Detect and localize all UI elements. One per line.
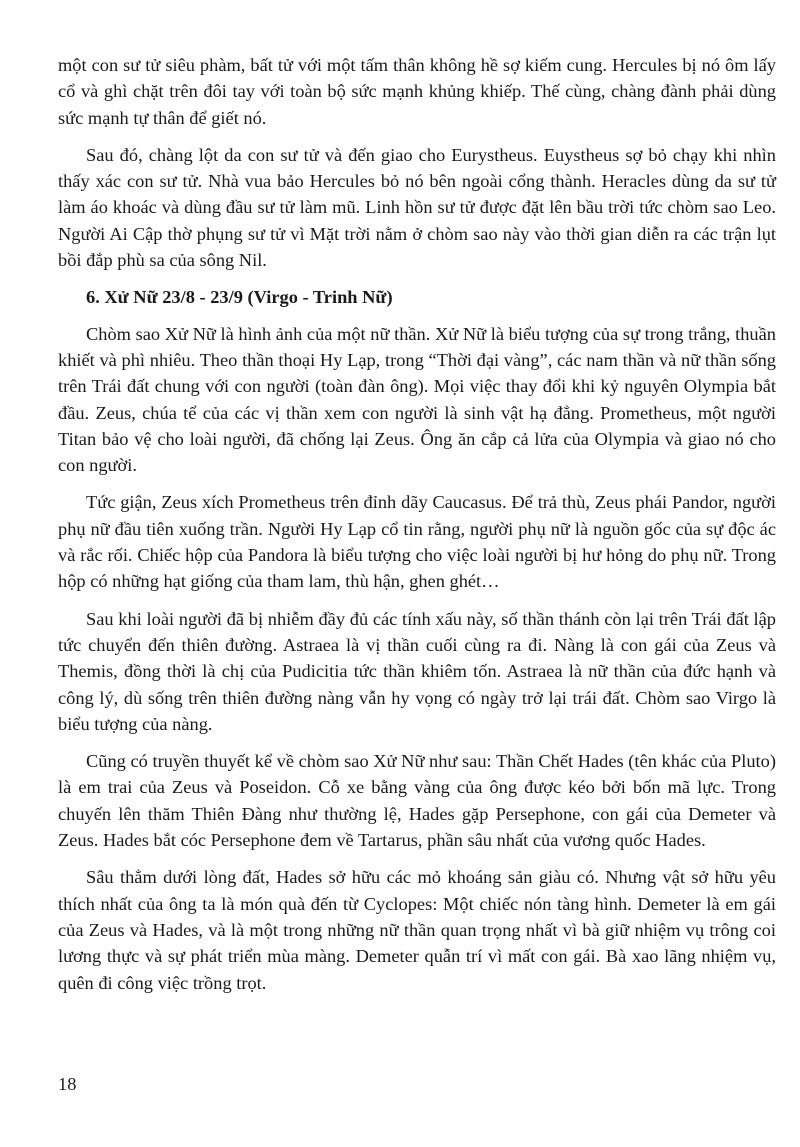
paragraph-astraea: Sau khi loài người đã bị nhiễm đầy đủ các tính xấu này, số thần thánh còn lại trên Trái đất lập tức chuyển đến thiên đường. Astraea là vị thần cuối cùng ra đi. Nàng là con gái của Zeus và Themis, đồng thời là chị của Pudicitia tức thần khiêm tốn. Astraea là nữ thần của đức hạnh và công lý, dù sống trên thiên đường nàng vẫn hy vọng có ngày trở lại trái đất. Chòm sao Virgo là biểu tượng của nàng. — [58, 608, 776, 734]
paragraph-prometheus: Tức giận, Zeus xích Prometheus trên đỉnh dãy Caucasus. Để trả thù, Zeus phái Pandor, người phụ nữ đầu tiên xuống trần. Người Hy Lạp cổ tin rằng, người phụ nữ là nguồn gốc của sự độc ác và rắc rối. Chiếc hộp của Pandora là biểu tượng cho việc loài người bị hư hỏng do phụ nữ. Trong hộp có những hạt giống của tham lam, thù hận, ghen ghét… — [58, 492, 776, 592]
paragraph-lion-skin: Sau đó, chàng lột da con sư tử và đến giao cho Eurystheus. Euystheus sợ bỏ chạy khi nhìn thấy xác con sư tử. Nhà vua bảo Hercules bỏ nó bên ngoài cổng thành. Heracles dùng da sư tử làm áo khoác và dùng đầu sư tử làm mũ. Linh hồn sư tử được đặt lên bầu trời tức chòm sao Leo. Người Ai Cập thờ phụng sư tử vì Mặt trời nằm ở chòm sao này vào thời gian diễn ra các trận lụt bồi đắp phù sa của sông Nil. — [58, 144, 776, 271]
paragraph-virgo-intro: Chòm sao Xử Nữ là hình ảnh của một nữ thần. Xử Nữ là biểu tượng của sự trong trắng, thuần khiết và phì nhiêu. Theo thần thoại Hy Lạp, trong “Thời đại vàng”, các nam thần và nữ thần sống trên Trái đất chung với con người (toàn đàn ông). Mọi việc thay đổi khi kỷ nguyên Olympia bắt đầu. Zeus, chúa tể của các vị thần xem con người là sinh vật hạ đẳng. Prometheus, một người Titan bảo vệ cho loài người, đã chống lại Zeus. Ông ăn cắp cả lửa của Olympia và giao nó cho con người. — [58, 323, 776, 476]
paragraph-hades: Cũng có truyền thuyết kể về chòm sao Xử Nữ như sau: Thần Chết Hades (tên khác của Pluto) là em trai của Zeus và Poseidon. Cỗ xe bằng vàng của ông được kéo bởi bốn mã lực. Trong chuyến lên thăm Thiên Đàng như thường lệ, Hades gặp Persephone, con gái của Demeter và Zeus. Hades bắt cóc Persephone đem về Tartarus, phần sâu nhất của vương quốc Hades. — [58, 751, 776, 851]
section-heading-virgo: 6. Xử Nữ 23/8 - 23/9 (Virgo - Trinh Nữ) — [86, 287, 393, 308]
document-page — [58, 52, 776, 1007]
page-number: 18 — [58, 1074, 77, 1094]
paragraph-lion-continued: một con sư tử siêu phàm, bất tử với một tấm thân không hề sợ kiếm cung. Hercules bị nó ôm lấy cổ và ghì chặt trên đôi tay với toàn bộ sức mạnh khủng khiếp. Thế cùng, chàng đành phải dùng sức mạnh tự thân để giết nó. — [58, 55, 776, 128]
paragraph-demeter: Sâu thẳm dưới lòng đất, Hades sở hữu các mỏ khoáng sản giàu có. Nhưng vật sở hữu yêu thích nhất của ông ta là món quà đến từ Cyclopes: Một chiếc nón tàng hình. Demeter là em gái của Zeus và Hades, và là một trong những nữ thần quan trọng nhất vì bà giữ nhiệm vụ trông coi lương thực và sự phát triển mùa màng. Demeter quẫn trí vì mất con gái. Bà xao lãng nhiệm vụ, quên đi công việc trồng trọt. — [58, 867, 776, 993]
